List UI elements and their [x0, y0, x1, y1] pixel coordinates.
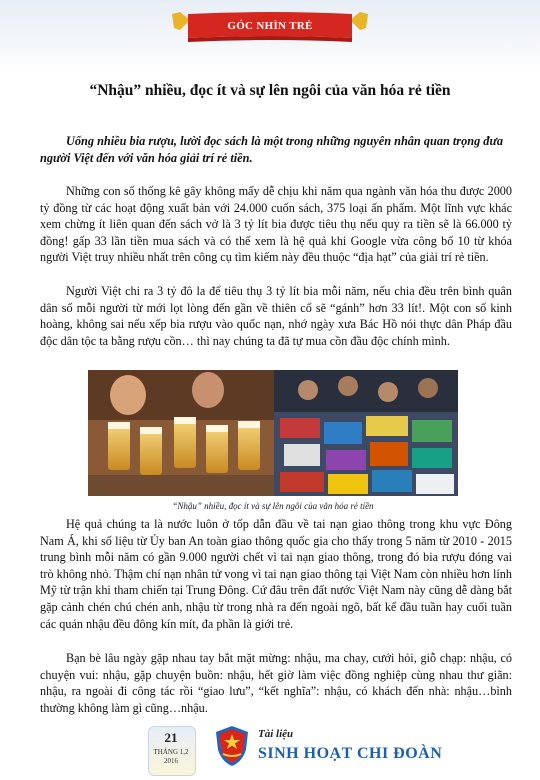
article-title: “Nhậu” nhiều, đọc ít và sự lên ngôi của văn hóa rẻ tiền [89, 82, 451, 99]
page-number: 21 [164, 730, 178, 745]
section-label: GÓC NHÌN TRẺ [227, 20, 313, 32]
issue-date [148, 748, 194, 766]
article-photo [88, 370, 458, 496]
paragraph-3: Hệ quả chúng ta là nước luôn ở tốp dẫn đầu về tai nạn giao thông trong khu vực Đông Nam Á, khi số liệu từ Ủy ban An toàn giao thông quốc gia cho thấy trong 5 năm từ 2010 - 2015 trung bình mỗi năm có gần 9.000 người chết vì tai nạn giao thông, trong đó bia rượu đóng vai trò không nhỏ. Thậm chí nạn nhân tử vong vì tai nạn giao thông tại Việt Nam còn nhiều hơn lính Mỹ từ trận khi tham chiến tại Trung Đông. Cứ đâu trên đất nước Việt Nam này cũng dễ dàng bắt gặp cảnh chén chú chén anh, nhậu từ trong nhà ra đến ngoài ngõ, bất kể đầu tuần hay cuối tuần các quán nhậu đều đông kín mít, đa phần là giới trẻ. [40, 517, 512, 631]
youth-union-emblem-icon [214, 724, 250, 768]
article-lead: Uống nhiều bia rượu, lười đọc sách là một trong những nguyên nhân quan trọng đưa người Việt đến với văn hóa giải trí rẻ tiền. [40, 134, 503, 165]
issue-month: THÁNG 1,2 [153, 748, 189, 756]
paragraph-2: Người Việt chi ra 3 tỷ đô la để tiêu thụ 3 tỷ lít bia mỗi năm, nếu chia đều trên bình quân dân số mỗi người từ mới lọt lòng đến gần về thiên cổ sẽ “gánh” hơn 33 lít!. Một con số kinh hoàng, không sai nếu xếp bia rượu vào quốc nạn, nhớ ngày xưa Bác Hồ nói thực dân Pháp đầu độc dân tộc ta bằng rượu cồn… thì nay chúng ta đã tự mua cồn đầu độc chính mình. [40, 284, 512, 348]
magazine-label: Tài liệu [258, 728, 294, 740]
paragraph-4: Bạn bè lâu ngày gặp nhau tay bắt mặt mừng: nhậu, ma chay, cưới hỏi, giỗ chạp: nhậu, có chuyện vui: nhậu, gặp chuyện buồn: nhậu, hết giờ làm việc đồng nghiệp cùng nhau thư giãn: nhậu, ra ngoài đi công tác rồi “giao lưu”, “kết nghĩa”: nhậu, có khách đến nhà: nhậu…bình thường không làm gì cũng…nhậu. [40, 651, 512, 715]
magazine-name: SINH HOẠT CHI ĐOÀN [258, 745, 443, 762]
photo-caption: “Nhậu” nhiều, đọc ít và sự lên ngôi của văn hóa rẻ tiền [172, 501, 374, 511]
section-banner-flag [170, 8, 370, 58]
issue-year: 2016 [164, 757, 178, 765]
paragraph-1: Những con số thống kê gây không mấy dễ chịu khi năm qua ngành văn hóa thu được 2000 tỷ đồng từ các hoạt động xuất bản với 24.000 cuốn sách, 375 loại ấn phẩm. Một lĩnh vực khác xem chừng ít liên quan đến sách vở là 3 tỷ lít bia được tiêu thụ nếu quy ra tiền sẽ là 66.000 tỷ đồng! gấp 33 lần tiền mua sách và có thể xem là hệ quả khi Google vừa công bố 10 từ khóa người Việt truy nhiều nhất trên công cụ tìm kiếm này đều thuộc “địa hạt” của giải trí rẻ tiền. [40, 184, 512, 265]
